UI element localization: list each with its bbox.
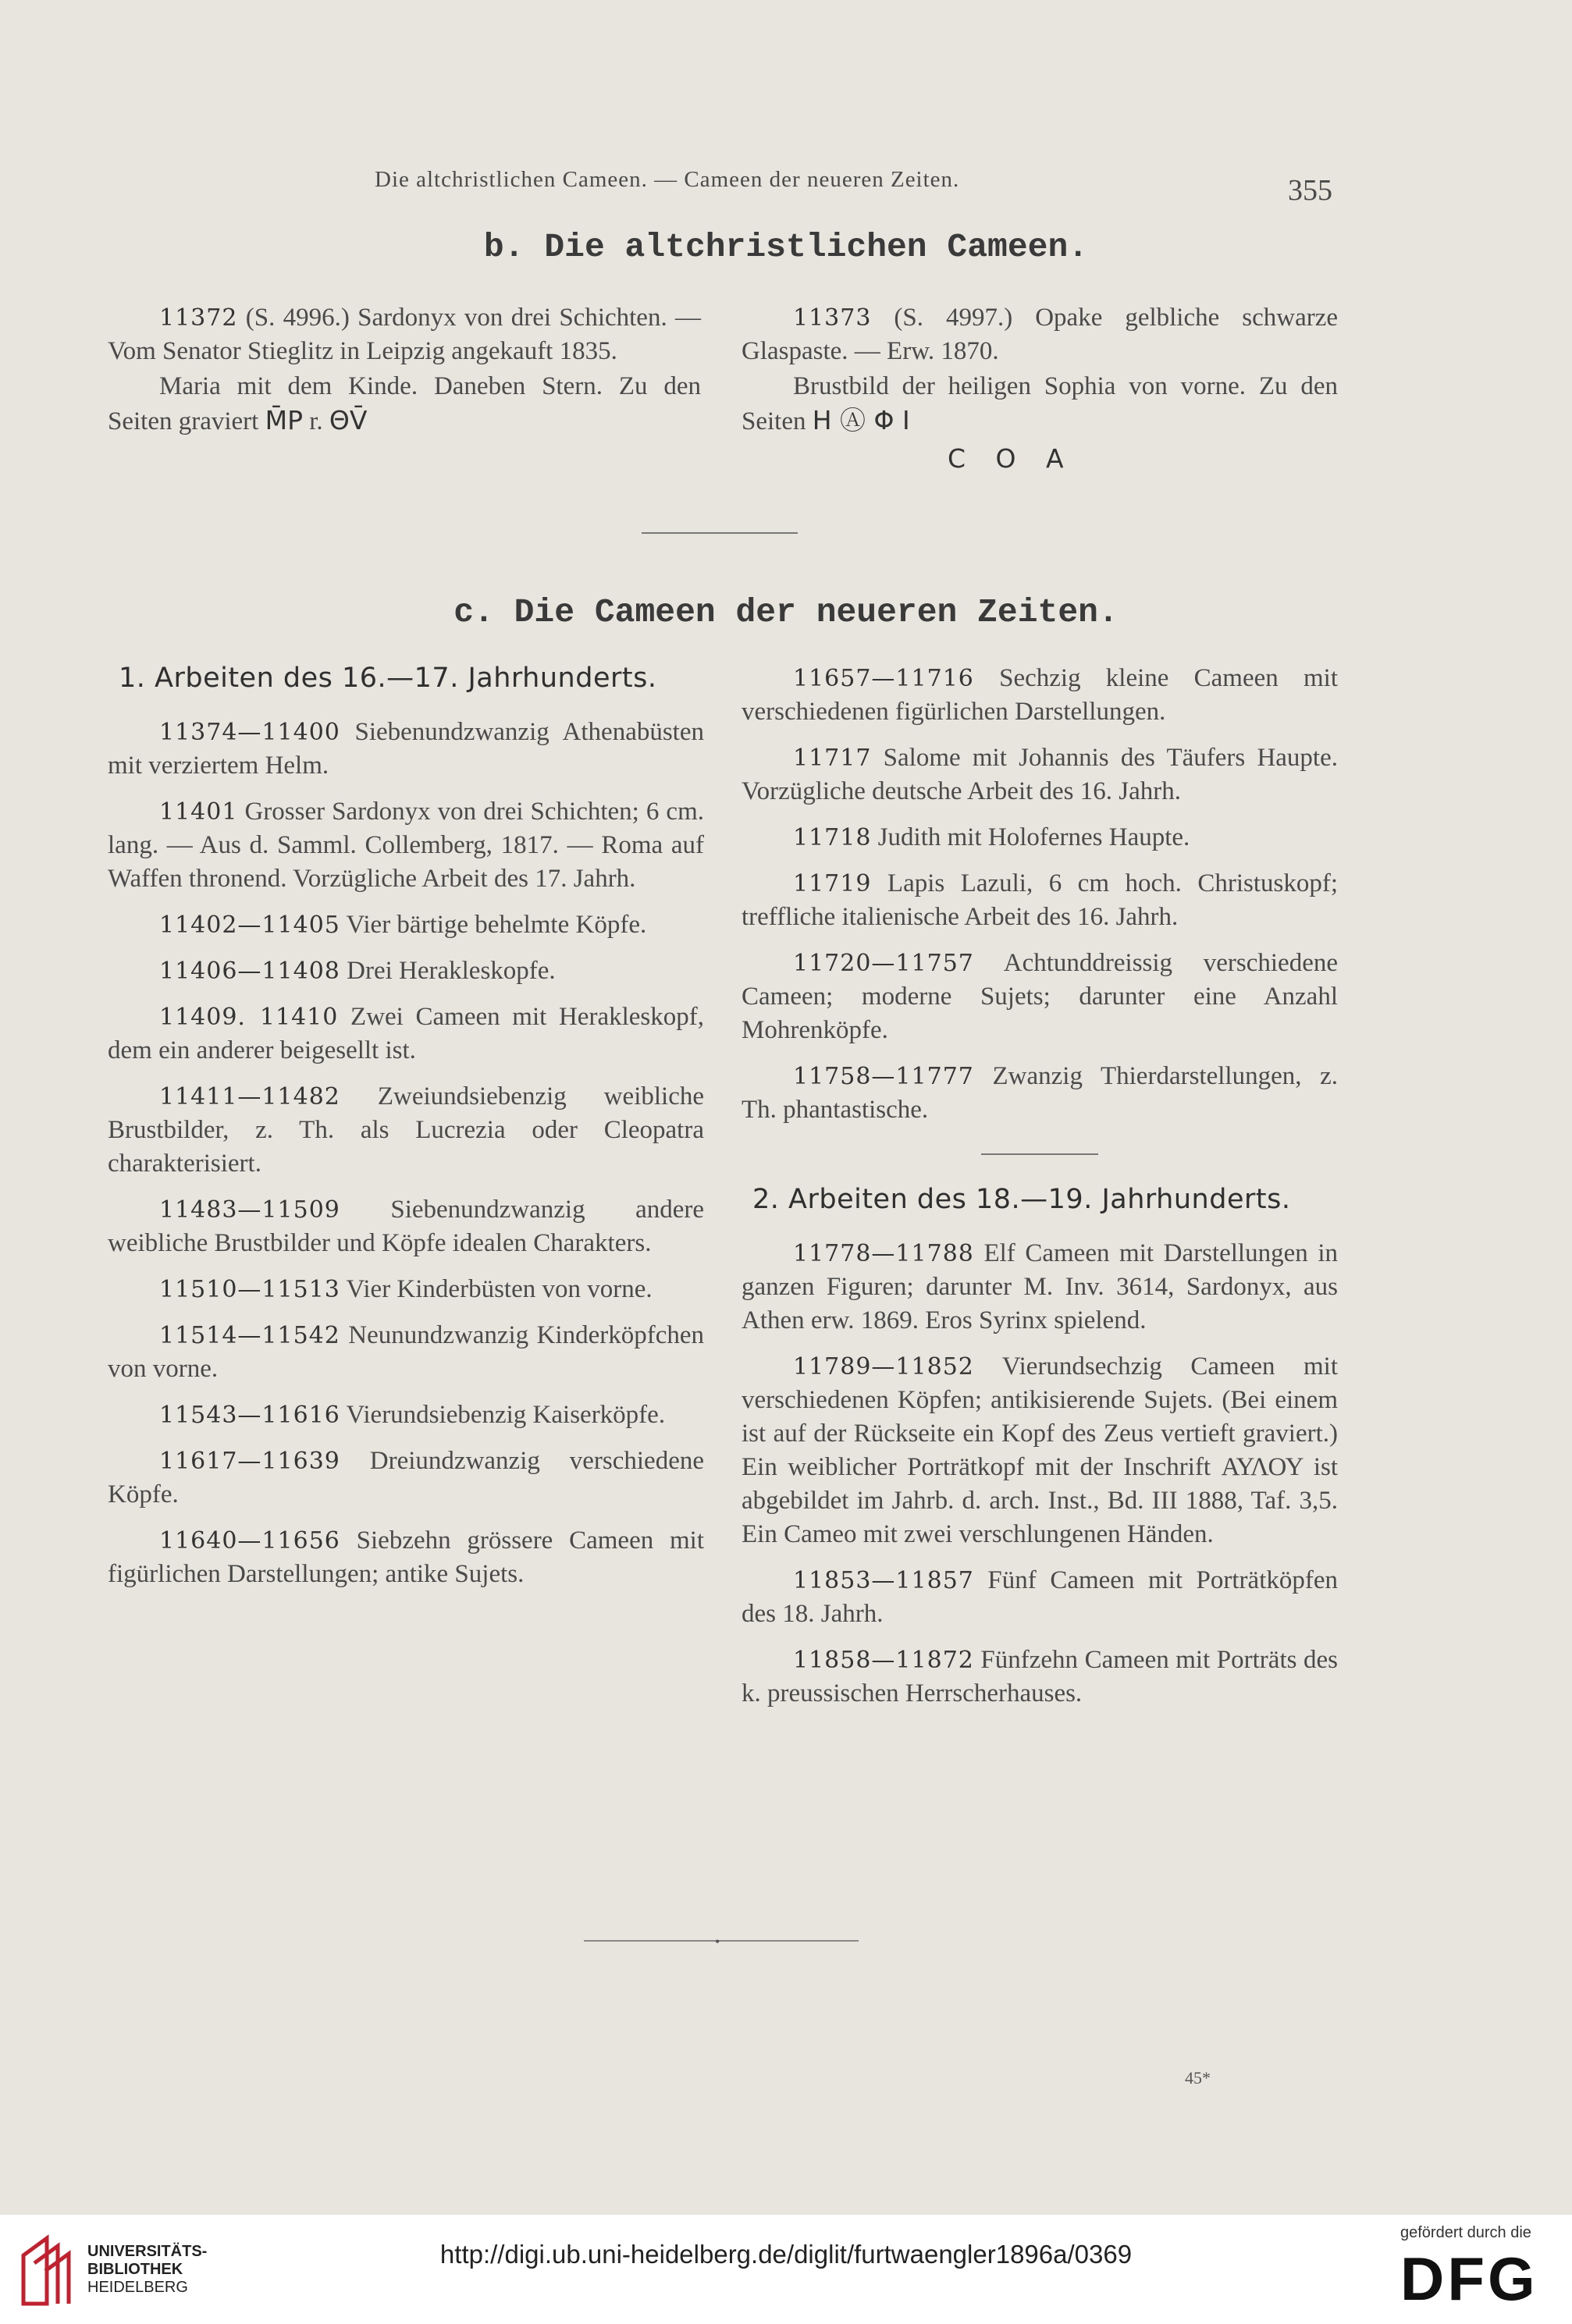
entry-11372	[108, 301, 701, 368]
entry-text: Neunundzwanzig Kinderköpfchen von vorne.	[108, 1321, 704, 1383]
entry-text: Fünf Cameen mit Porträtköpfen des 18. Jahrh.	[742, 1566, 1338, 1628]
page-number: 355	[1288, 174, 1332, 207]
entry-11409	[108, 1000, 704, 1068]
inscription-sophia-1: H Ⓐ Φ I	[812, 405, 910, 435]
entry-11406	[108, 954, 704, 988]
entry-number: 11543—11616	[159, 1402, 340, 1429]
running-head: Die altchristlichen Cameen. — Cameen der neueren Zeiten.	[375, 167, 960, 192]
funding-note: gefördert durch die	[1400, 2224, 1531, 2241]
entry-number: 11720—11757	[793, 950, 974, 977]
entry-11720	[742, 947, 1338, 1047]
entry-text: (S. 4996.) Sardonyx von drei Schichten. — Vom Senator Stieglitz in Leipzig angekauft 1835.	[108, 304, 701, 365]
dfg-logo: DFG	[1400, 2244, 1538, 2313]
entry-number: 11718	[793, 824, 872, 851]
entry-11858	[742, 1644, 1338, 1711]
entry-11401	[108, 795, 704, 896]
section-c-right-column	[742, 662, 1338, 1723]
entry-11372-description	[108, 370, 701, 439]
entry-number: 11406—11408	[159, 958, 340, 985]
entry-11853	[742, 1564, 1338, 1631]
entry-11718	[742, 821, 1338, 855]
entry-11373	[742, 301, 1338, 368]
entry-11640	[108, 1524, 704, 1591]
entry-text: Drei Herakleskopfe.	[340, 957, 556, 985]
entry-11758	[742, 1060, 1338, 1127]
entry-11717	[742, 741, 1338, 808]
section-c-heading: c. Die Cameen der neueren Zeiten.	[453, 593, 1119, 631]
entry-number: 11514—11542	[159, 1322, 340, 1349]
entry-text: Grosser Sardonyx von drei Schichten; 6 cm. lang. — Aus d. Samml. Collemberg, 1817. — Roma auf Waffen thronend. Vorzügliche Arbeit des 17. Jahrh.	[108, 798, 704, 893]
entry-text: Siebenundzwanzig Athenabüsten mit verziertem Helm.	[108, 718, 704, 780]
library-name-line-1: UNIVERSITÄTS-	[87, 2243, 208, 2260]
entry-11411	[108, 1080, 704, 1181]
entry-text: Siebzehn grössere Cameen mit figürlichen Darstellungen; antike Sujets.	[108, 1526, 704, 1588]
entry-11483	[108, 1193, 704, 1260]
library-name-line-3: HEIDELBERG	[87, 2279, 188, 2296]
entry-11510	[108, 1273, 704, 1306]
library-name-line-2: BIBLIOTHEK	[87, 2261, 183, 2278]
inscription-mp: M̄P	[265, 405, 303, 435]
section-divider	[642, 532, 798, 534]
end-ornament-rule	[584, 1940, 859, 1942]
inscription-sophia-2: C O A	[948, 443, 1075, 474]
entry-number: 11402—11405	[159, 911, 340, 939]
subsection-heading-2: 2. Arbeiten des 18.—19. Jahrhunderts.	[752, 1184, 1291, 1215]
entry-text: Vierundsechzig Cameen mit verschiedenen Köpfen; antikisierende Sujets. (Bei einem ist auf der Rückseite ein Kopf des Zeus vertieft graviert.) Ein weiblicher Porträtkopf mit der Inschrift ΑΥΛΟΥ ist abgebildet im Jahrb. d. arch. Inst., Bd. III 1888, Taf. 3,5. Ein Cameo mit zwei verschlungenen Händen.	[742, 1352, 1338, 1548]
signature-mark: 45*	[1185, 2068, 1211, 2088]
entry-text: Maria mit dem Kinde. Daneben Stern. Zu den Seiten graviert	[108, 372, 701, 435]
entry-number: 11778—11788	[793, 1240, 974, 1267]
entry-11778	[742, 1237, 1338, 1338]
entry-text: Zwei Cameen mit Herakleskopf, dem ein anderer beigesellt ist.	[108, 1003, 704, 1064]
entry-11514	[108, 1319, 704, 1386]
entry-number: 11409. 11410	[159, 1004, 339, 1031]
entry-number: 11483—11509	[159, 1196, 340, 1224]
entry-number: 11401	[159, 798, 238, 826]
entry-text: Vier Kinderbüsten von vorne.	[340, 1275, 653, 1303]
entry-11373-description	[742, 370, 1338, 439]
entry-number: 11853—11857	[793, 1567, 974, 1594]
entry-11402	[108, 908, 704, 942]
entry-number: 11858—11872	[793, 1647, 974, 1674]
subsection-heading-1: 1. Arbeiten des 16.—17. Jahrhunderts.	[119, 663, 657, 694]
section-b-heading: b. Die altchristlichen Cameen.	[483, 228, 1089, 266]
entry-text: Judith mit Holofernes Haupte.	[871, 823, 1190, 851]
section-b-left-column	[108, 301, 701, 451]
inscription-theta-v: ΘV̄	[329, 405, 368, 435]
entry-number: 11657—11716	[793, 665, 974, 692]
entry-11789	[742, 1350, 1338, 1551]
entry-text: Dreiundzwanzig verschiedene Köpfe.	[108, 1447, 704, 1508]
digitization-footer	[0, 2215, 1572, 2324]
entry-text: Vier bärtige behelmte Köpfe.	[340, 911, 647, 939]
entry-text: Lapis Lazuli, 6 cm hoch. Christuskopf; treffliche italienische Arbeit des 16. Jahrh.	[742, 869, 1338, 931]
entry-11617	[108, 1445, 704, 1512]
inscription-separator: r.	[302, 407, 329, 435]
entry-text: Sechzig kleine Cameen mit verschiedenen figürlichen Darstellungen.	[742, 664, 1338, 726]
entry-text: Fünfzehn Cameen mit Porträts des k. preussischen Herrscherhauses.	[742, 1646, 1338, 1707]
entry-number: 11372	[159, 304, 238, 332]
entry-number: 11411—11482	[159, 1083, 340, 1110]
entry-number: 11510—11513	[159, 1276, 340, 1303]
entry-number: 11373	[793, 304, 872, 332]
entry-number: 11789—11852	[793, 1353, 974, 1381]
source-url-link[interactable]: http://digi.ub.uni-heidelberg.de/diglit/furtwaengler1896a/0369	[439, 2240, 1133, 2269]
entry-text: (S. 4997.) Opake gelbliche schwarze Glaspaste. — Erw. 1870.	[742, 304, 1338, 365]
entry-number: 11758—11777	[793, 1063, 974, 1090]
entry-text: Siebenundzwanzig andere weibliche Brustbilder und Köpfe idealen Charakters.	[108, 1196, 704, 1257]
entry-text: Salome mit Johannis des Täufers Haupte. Vorzügliche deutsche Arbeit des 16. Jahrh.	[742, 744, 1338, 805]
entry-11719	[742, 867, 1338, 934]
subsection-divider	[981, 1153, 1098, 1155]
entry-11374	[108, 716, 704, 783]
entry-number: 11717	[793, 744, 872, 772]
section-b-right-column	[742, 301, 1338, 474]
entry-text: Achtunddreissig verschiedene Cameen; moderne Sujets; darunter eine Anzahl Mohrenköpfe.	[742, 949, 1338, 1044]
section-c-left-column	[108, 662, 704, 1604]
entry-text: Vierundsiebenzig Kaiserköpfe.	[340, 1401, 666, 1429]
end-ornament-dot: •	[715, 1934, 720, 1949]
entry-text: Brustbild der heiligen Sophia von vorne. Zu den Seiten	[742, 372, 1338, 435]
entry-11657	[742, 662, 1338, 729]
entry-text: Zwanzig Thierdarstellungen, z. Th. phantastische.	[742, 1062, 1338, 1124]
entry-number: 11374—11400	[159, 719, 340, 746]
entry-text: Elf Cameen mit Darstellungen in ganzen Figuren; darunter M. Inv. 3614, Sardonyx, aus Athen erw. 1869. Eros Syrinx spielend.	[742, 1239, 1338, 1334]
entry-11543	[108, 1398, 704, 1432]
entry-text: Zweiundsiebenzig weibliche Brustbilder, z. Th. als Lucrezia oder Cleopatra charakterisiert.	[108, 1082, 704, 1178]
entry-number: 11617—11639	[159, 1448, 340, 1475]
entry-number: 11640—11656	[159, 1527, 340, 1555]
entry-number: 11719	[793, 870, 872, 897]
